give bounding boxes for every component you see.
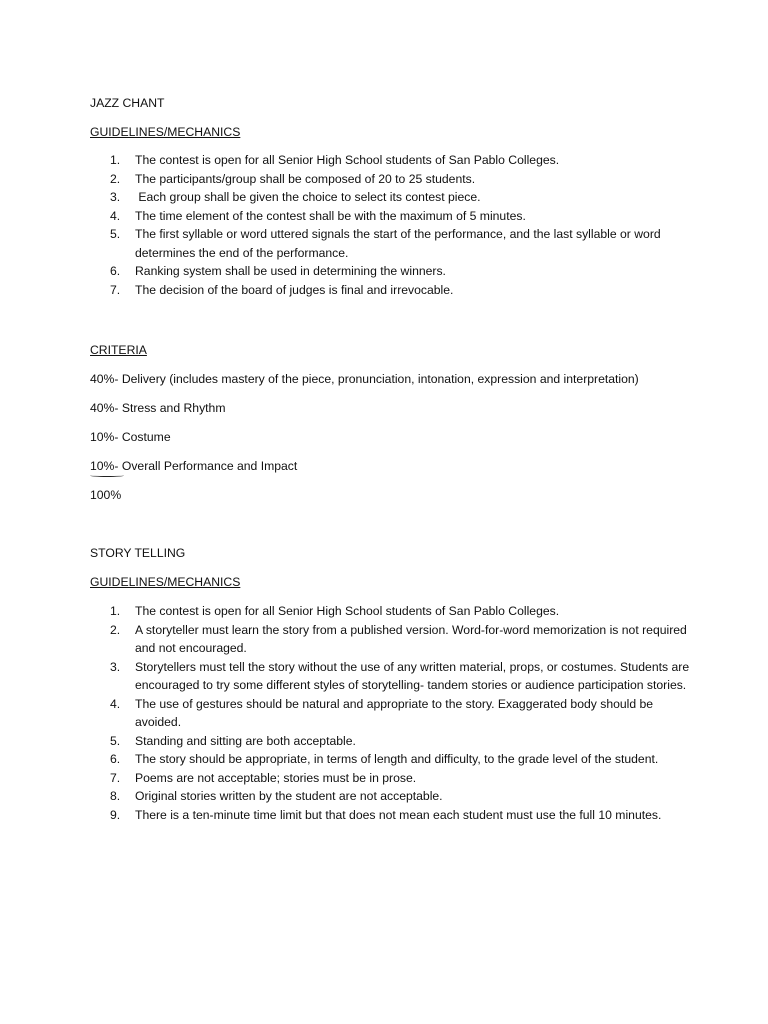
list-item: 9. There is a ten-minute time limit but that does not mean each student must use the full 10 minutes.	[110, 807, 662, 822]
criteria-total: 100%	[90, 488, 122, 502]
list-item: 6. The story should be appropriate, in terms of length and difficulty, to the grade level of the student.	[110, 752, 659, 766]
criteria-item: 10%- Costume	[90, 430, 171, 444]
criteria-item: 40%- Delivery (includes mastery of the piece, pronunciation, intonation, expression and interpretation)	[90, 372, 639, 386]
pen-underline-mark	[90, 474, 124, 477]
list-item: 5. The first syllable or word uttered signals the start of the performance, and the last syllable or word determines the end of the performance.	[110, 227, 661, 260]
list-item: 7. The decision of the board of judges is final and irrevocable.	[110, 282, 454, 297]
criteria-item: 10%- Overall Performance and Impact	[90, 459, 298, 473]
list-item: 1. The contest is open for all Senior High School students of San Pablo Colleges.	[110, 604, 560, 618]
jazz-guidelines-list	[90, 151, 690, 299]
list-item: 5. Standing and sitting are both acceptable.	[110, 733, 356, 748]
jazz-chant-title: JAZZ CHANT	[90, 96, 165, 110]
list-item: 6. Ranking system shall be used in determining the winners.	[110, 264, 446, 278]
story-guidelines-heading: GUIDELINES/MECHANICS	[90, 575, 241, 589]
list-item: 1. The contest is open for all Senior High School students of San Pablo Colleges.	[110, 153, 560, 167]
criteria-heading: CRITERIA	[90, 343, 147, 357]
story-guidelines-list	[90, 602, 690, 824]
list-item: 4. The time element of the contest shall be with the maximum of 5 minutes.	[110, 208, 526, 223]
list-item: 4. The use of gestures should be natural and appropriate to the story. Exaggerated body should be avoided.	[110, 696, 654, 729]
jazz-guidelines-heading: GUIDELINES/MECHANICS	[90, 125, 241, 139]
list-item: 3. Each group shall be given the choice to select its contest piece.	[110, 190, 481, 204]
list-item: 2. A storyteller must learn the story from a published version. Word-for-word memorization is not required and not encouraged.	[110, 622, 687, 655]
list-item: 7. Poems are not acceptable; stories must be in prose.	[110, 770, 417, 785]
story-telling-title: STORY TELLING	[90, 546, 186, 560]
criteria-item: 40%- Stress and Rhythm	[90, 401, 226, 415]
list-item: 3. Storytellers must tell the story without the use of any written material, props, or costumes. Students are encouraged to try some different styles of storytelling- tandem stories or audience participation stories.	[110, 659, 690, 692]
list-item: 2. The participants/group shall be composed of 20 to 25 students.	[110, 171, 476, 186]
list-item: 8. Original stories written by the student are not acceptable.	[110, 789, 443, 803]
